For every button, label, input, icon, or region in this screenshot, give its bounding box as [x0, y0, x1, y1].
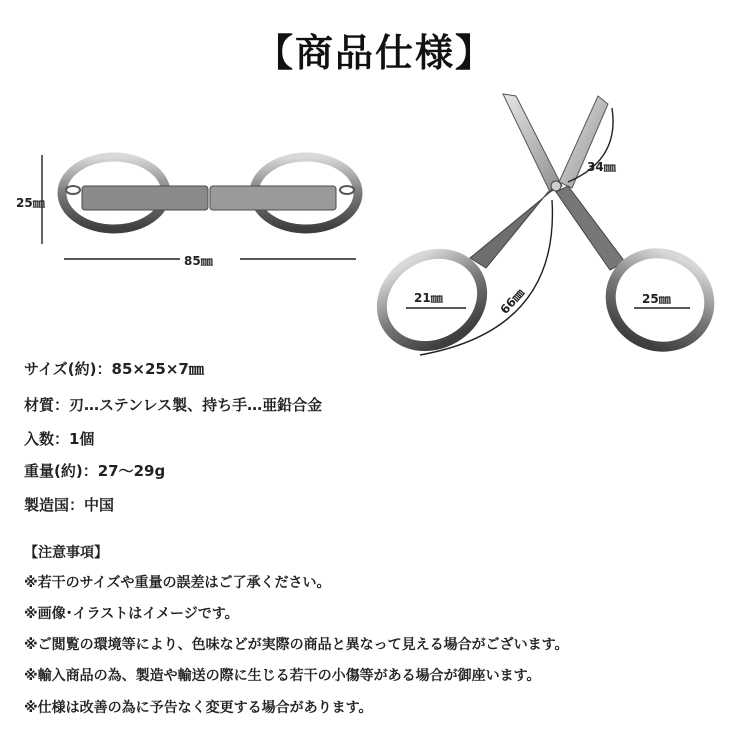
overall-length-label: 66㎜	[497, 286, 528, 317]
open-scissors-image	[365, 94, 725, 364]
note-item: ※画像･イラストはイメージです。	[24, 606, 239, 622]
folded-height-label: 25㎜	[16, 196, 45, 210]
page-title: 【商品仕様】	[254, 31, 495, 75]
blade-length-label: 34㎜	[587, 160, 616, 174]
right-handle-label: 25㎜	[642, 292, 671, 306]
notes-heading: 【注意事項】	[24, 545, 108, 561]
spec-size: サイズ(約)：85×25×7㎜	[24, 360, 204, 378]
folded-length-label: 85㎜	[184, 254, 213, 268]
spec-quantity: 入数：1個	[24, 430, 95, 448]
spec-origin: 製造国：中国	[24, 496, 115, 514]
left-handle-label: 21㎜	[414, 291, 443, 305]
spec-material: 材質：刃…ステンレス製、持ち手…亜鉛合金	[24, 396, 323, 414]
note-item: ※輸入商品の為、製造や輸送の際に生じる若干の小傷等がある場合が御座います。	[24, 668, 541, 684]
note-item: ※若干のサイズや重量の誤差はご了承ください。	[24, 575, 331, 591]
open-dimension-lines	[406, 108, 690, 355]
spec-weight: 重量(約)：27〜29g	[24, 462, 166, 480]
note-item: ※仕様は改善の為に予告なく変更する場合があります。	[24, 700, 373, 716]
note-item: ※ご閲覧の環境等により、色味などが実際の商品と異なって見える場合がございます。	[24, 637, 569, 653]
folded-scissors-image	[62, 157, 358, 229]
